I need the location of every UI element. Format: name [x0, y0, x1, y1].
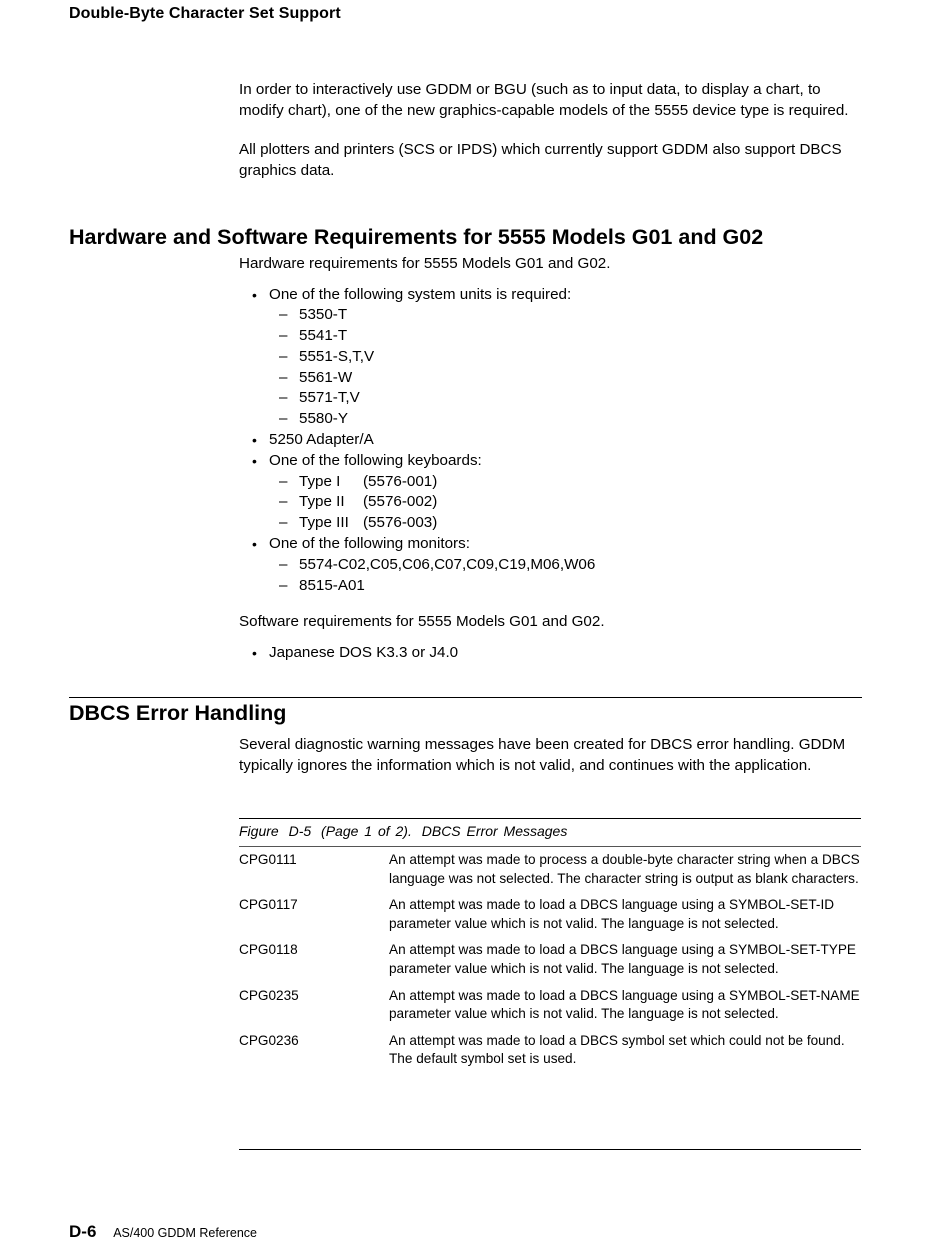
page-footer: [69, 1222, 257, 1242]
adapter: 5250 Adapter/A: [269, 431, 374, 449]
intro-paragraph-1: In order to interactively use GDDM or BGU (such as to input data, to display a chart, to modify chart), one of the new graphics-capable models of the 5555 device type is required.: [239, 81, 849, 119]
error-intro: Several diagnostic warning messages have been created for DBCS error handling. GDDM typically ignores the information which is not valid, and continues with the application.: [239, 736, 846, 774]
table-row: [239, 851, 861, 896]
monitor: 5574-C02,C05,C06,C07,C09,C19,M06,W06: [299, 555, 596, 573]
list-item: [269, 513, 861, 534]
bullet-icon: •: [252, 536, 257, 553]
keyboard-type: Type I: [299, 472, 341, 490]
list-item: [269, 472, 861, 493]
dash-icon: –: [279, 576, 288, 594]
table-row: [239, 987, 861, 1032]
intro-section: [239, 80, 861, 181]
message-code: CPG0235: [239, 987, 299, 1003]
figure-top-rule: [239, 818, 861, 819]
list-item: [239, 285, 861, 431]
list-item: [239, 643, 861, 664]
list-item: [269, 576, 861, 597]
keyboard-model: (5576-001): [363, 472, 438, 490]
list-item: [239, 451, 861, 534]
table-row: [239, 1032, 861, 1069]
message-text: An attempt was made to process a double-byte character string when a DBCS language was not selected. The character string is output as blank characters.: [389, 852, 860, 886]
keyboard-type: Type II: [299, 493, 345, 511]
dash-icon: –: [279, 555, 288, 573]
message-text: An attempt was made to load a DBCS symbol set which could not be found. The default symbol set is used.: [389, 1032, 845, 1067]
dash-icon: –: [279, 472, 288, 490]
keyboards-label: One of the following keyboards:: [269, 451, 482, 469]
dash-icon: –: [279, 368, 288, 386]
system-unit: 5580-Y: [299, 410, 348, 428]
sw-requirements: [239, 612, 861, 663]
dash-icon: –: [279, 493, 288, 511]
sw-list: [239, 643, 861, 664]
list-item: [269, 326, 861, 347]
message-code: CPG0117: [239, 897, 298, 913]
monitor: 8515-A01: [299, 576, 365, 594]
figure-number: D-5: [288, 823, 312, 839]
dash-icon: –: [279, 389, 288, 407]
message-code: CPG0111: [239, 852, 297, 867]
figure-caption: [239, 823, 571, 839]
figure-page: (Page 1 of 2).: [321, 823, 412, 839]
error-handling-heading: DBCS Error Handling: [69, 701, 287, 725]
keyboard-type: Type III: [299, 514, 349, 532]
table-row: [239, 896, 861, 941]
bullet-icon: •: [252, 432, 257, 449]
keyboard-model: (5576-003): [363, 514, 438, 532]
system-unit: 5571-T,V: [299, 389, 360, 407]
list-item: [269, 305, 861, 326]
section-divider: [69, 697, 862, 698]
sw-item: Japanese DOS K3.3 or J4.0: [269, 643, 459, 661]
hw-list: [239, 285, 861, 597]
book-title: AS/400 GDDM Reference: [113, 1226, 258, 1240]
running-header: Double-Byte Character Set Support: [69, 5, 341, 22]
figure-header-rule: [239, 846, 861, 847]
page-number: D-6: [69, 1222, 97, 1241]
bullet-icon: •: [252, 452, 257, 469]
system-units-label: One of the following system units is required:: [269, 285, 572, 303]
hw-requirements: [239, 254, 861, 596]
monitors-list: [269, 555, 861, 597]
system-units-list: [269, 305, 861, 430]
list-item: [269, 347, 861, 368]
dash-icon: –: [279, 514, 288, 532]
figure-title: DBCS Error Messages: [421, 823, 568, 839]
message-text: An attempt was made to load a DBCS language using a SYMBOL-SET-ID parameter value which is not valid. The language is not selected.: [389, 897, 835, 931]
list-item: [239, 430, 861, 451]
keyboards-list: [269, 472, 861, 534]
intro-paragraph-2: All plotters and printers (SCS or IPDS) which currently support GDDM also support DBCS graphics data.: [239, 141, 842, 179]
system-unit: 5551-S,T,V: [299, 347, 375, 365]
figure-label: Figure: [239, 823, 279, 839]
list-item: [269, 409, 861, 430]
hw-sw-heading: Hardware and Software Requirements for 5555 Models G01 and G02: [69, 225, 764, 249]
error-messages-table: [239, 851, 861, 1069]
bullet-icon: •: [252, 286, 257, 303]
message-text: An attempt was made to load a DBCS language using a SYMBOL-SET-TYPE parameter value which is not valid. The language is not selected.: [389, 942, 856, 976]
system-unit: 5350-T: [299, 306, 348, 324]
hw-intro: Hardware requirements for 5555 Models G01 and G02.: [239, 255, 611, 272]
bullet-icon: •: [252, 644, 257, 661]
table-row: [239, 941, 861, 986]
system-unit: 5561-W: [299, 368, 353, 386]
list-item: [269, 492, 861, 513]
figure-bottom-rule: [239, 1149, 861, 1150]
list-item: [269, 368, 861, 389]
error-intro-block: [239, 735, 861, 776]
keyboard-model: (5576-002): [363, 493, 438, 511]
message-text: An attempt was made to load a DBCS language using a SYMBOL-SET-NAME parameter value which is not valid. The language is not selected.: [389, 987, 860, 1022]
message-code: CPG0236: [239, 1032, 299, 1048]
list-item: [269, 555, 861, 576]
list-item: [269, 388, 861, 409]
message-code: CPG0118: [239, 942, 298, 958]
dash-icon: –: [279, 410, 288, 428]
sw-intro: Software requirements for 5555 Models G01 and G02.: [239, 613, 605, 630]
dash-icon: –: [279, 327, 288, 345]
dash-icon: –: [279, 347, 288, 365]
dash-icon: –: [279, 306, 288, 324]
list-item: [239, 534, 861, 596]
monitors-label: One of the following monitors:: [269, 535, 470, 553]
system-unit: 5541-T: [299, 327, 348, 345]
